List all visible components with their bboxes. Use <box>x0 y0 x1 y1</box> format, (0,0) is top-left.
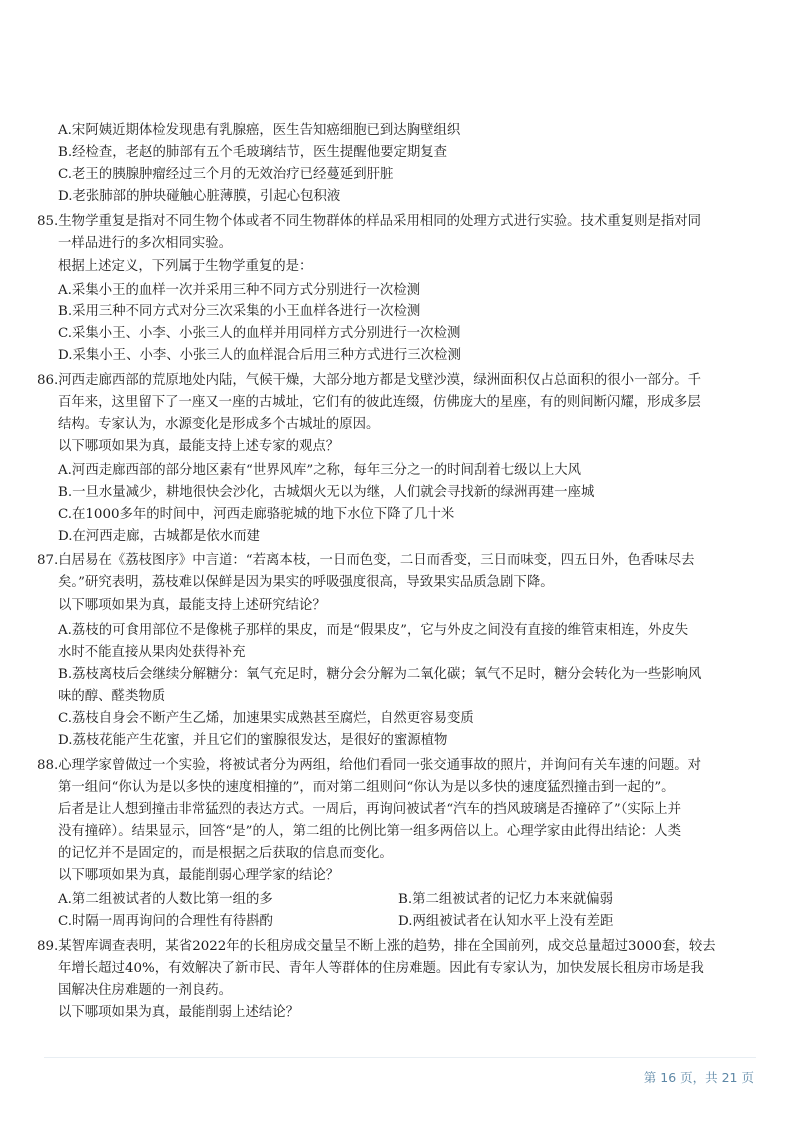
q86-option-b: B.一旦水量减少，耕地很快会沙化，古城烟火无以为继，人们就会寻找新的绿洲再建一座城 <box>58 485 595 500</box>
q87-option-b-line-2: 味的醇、醛类物质 <box>58 689 166 704</box>
q84-option-c: C.老王的胰腺肿瘤经过三个月的无效治疗已经蔓延到肝脏 <box>58 167 394 182</box>
q85-question: 根据上述定义，下列属于生物学重复的是： <box>58 259 313 274</box>
footer-divider <box>44 1057 756 1058</box>
q85-stem-line-1: 85.生物学重复是指对不同生物个体或者不同生物群体的样品采用相同的处理方式进行实验。技术重复则是指对同 <box>37 214 702 229</box>
q88-question: 以下哪项如果为真，最能削弱心理学家的结论？ <box>58 868 340 883</box>
q86-option-a: A.河西走廊西部的部分地区素有“世界风库”之称，每年三分之一的时间刮着七级以上大风 <box>58 463 582 478</box>
q87-option-b-line-1: B.荔枝离枝后会继续分解糖分：氧气充足时，糖分会分解为二氧化碳；氧气不足时，糖分会转化为一些影响风 <box>58 667 702 682</box>
q88-option-d: D.两组被试者在认知水平上没有差距 <box>398 914 614 929</box>
q86-stem-line-2: 百年来，这里留下了一座又一座的古城址，它们有的彼此连缀，仿佛庞大的星座，有的则间断闪耀，形成多层 <box>58 395 701 410</box>
q89-stem-line-2: 年增长超过40%，有效解决了新市民、青年人等群体的住房难题。因此有专家认为，加快发展长租房市场是我 <box>58 961 704 976</box>
q87-option-a-line-2: 水时不能直接从果肉处获得补充 <box>58 645 246 660</box>
q88-option-b: B.第二组被试者的记忆力本来就偏弱 <box>398 892 613 907</box>
q88-stem-line-1: 88.心理学家曾做过一个实验，将被试者分为两组，给他们看同一张交通事故的照片，并询问有关车速的问题。对 <box>37 758 702 773</box>
q85-option-c: C.采集小王、小李、小张三人的血样并用同样方式分别进行一次检测 <box>58 326 461 341</box>
q87-option-c: C.荔枝自身会不断产生乙烯，加速果实成熟甚至腐烂，自然更容易变质 <box>58 711 474 726</box>
q89-stem-line-3: 国解决住房难题的一剂良药。 <box>58 983 233 998</box>
q87-stem-line-1: 87.白居易在《荔枝图序》中言道：“若离本枝，一日而色变，二日而香变，三日而味变，四五日外，色香味尽去 <box>37 553 695 568</box>
q85-option-b: B.采用三种不同方式对分三次采集的小王血样各进行一次检测 <box>58 304 421 319</box>
q86-option-d: D.在河西走廊，古城都是依水而建 <box>58 529 260 544</box>
q88-option-a: A.第二组被试者的人数比第一组的多 <box>58 892 273 907</box>
q84-option-d: D.老张肺部的肿块碰触心脏薄膜，引起心包积液 <box>58 189 341 204</box>
q86-option-c: C.在1000多年的时间中，河西走廊骆驼城的地下水位下降了几十米 <box>58 507 455 522</box>
q85-option-a: A.采集小王的血样一次并采用三种不同方式分别进行一次检测 <box>58 283 421 298</box>
q88-stem-line-4: 没有撞碎）。结果显示，回答“是”的人，第二组的比例比第一组多两倍以上。心理学家由此得出结论：人类 <box>58 824 681 839</box>
q86-question: 以下哪项如果为真，最能支持上述专家的观点？ <box>58 439 340 454</box>
q88-stem-line-5: 的记忆并不是固定的，而是根据之后获取的信息而变化。 <box>58 846 393 861</box>
q87-question: 以下哪项如果为真，最能支持上述研究结论？ <box>58 598 326 613</box>
q86-stem-line-1: 86.河西走廊西部的荒原地处内陆，气候干燥，大部分地方都是戈壁沙漠，绿洲面积仅占总面积的很小一部分。千 <box>37 373 702 388</box>
q89-stem-line-1: 89.某智库调查表明，某省2022年的长租房成交量呈不断上涨的趋势，排在全国前列，成交总量超过3000套，较去 <box>37 939 716 954</box>
q87-option-d: D.荔枝花能产生花蜜，并且它们的蜜腺很发达，是很好的蜜源植物 <box>58 733 448 748</box>
q88-option-c: C.时隔一周再询问的合理性有待斟酌 <box>58 914 273 929</box>
q86-stem-line-3: 结构。专家认为，水源变化是形成多个古城址的原因。 <box>58 417 380 432</box>
q84-option-b: B.经检查，老赵的肺部有五个毛玻璃结节，医生提醒他要定期复查 <box>58 145 448 160</box>
q88-stem-line-2: 第一组问“你认为是以多快的速度相撞的”，而对第二组则问“你认为是以多快的速度猛烈撞击到一起的”。 <box>58 780 675 795</box>
q84-option-a: A.宋阿姨近期体检发现患有乳腺癌，医生告知癌细胞已到达胸壁组织 <box>58 123 461 138</box>
page-number: 第 16 页，共 21 页 <box>643 1070 754 1085</box>
q89-question: 以下哪项如果为真，最能削弱上述结论？ <box>58 1005 300 1020</box>
q85-option-d: D.采集小王、小李、小张三人的血样混合后用三种方式进行三次检测 <box>58 348 461 363</box>
q87-option-a-line-1: A.荔枝的可食用部位不是像桃子那样的果皮，而是“假果皮”，它与外皮之间没有直接的维管束相连，外皮失 <box>58 623 689 638</box>
q85-stem-line-2: 一样品进行的多次相同实验。 <box>58 236 233 251</box>
q88-stem-line-3: 后者是让人想到撞击非常猛烈的表达方式。一周后，再询问被试者“汽车的挡风玻璃是否撞碎了”（实际上并 <box>58 802 681 817</box>
q87-stem-line-2: 矣。”研究表明，荔枝难以保鲜是因为果实的呼吸强度很高，导致果实品质急剧下降。 <box>58 575 554 590</box>
